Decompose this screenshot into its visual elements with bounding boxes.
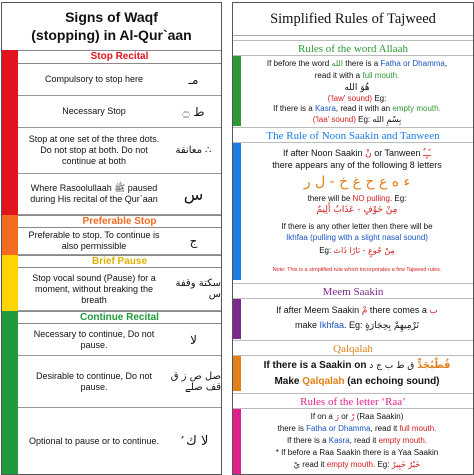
list-item: Stop vocal sound (Pause) for a moment, without breaking the breath سكتة وقفة س xyxy=(18,268,221,311)
pink-side-bar xyxy=(233,409,241,474)
waqf-symbol: مـ xyxy=(188,72,199,87)
waqf-symbol: لا ك ۢ xyxy=(178,433,209,449)
header-meem-saakin: Meem Saakin xyxy=(233,283,473,299)
header-allaah: Rules of the word Allaah xyxy=(233,40,473,56)
waqf-title: Signs of Waqf (stopping) in Al-Qur`aan xyxy=(31,9,192,43)
waqf-symbol: ط ۝ xyxy=(182,104,205,119)
tajweed-title: Simplified Rules of Tajweed xyxy=(233,3,473,36)
list-item: Optional to pause or to continue. لا ك ۢ xyxy=(18,408,221,474)
waqf-symbol: لا xyxy=(190,332,197,347)
green-side-bar xyxy=(233,56,241,126)
green-bar xyxy=(2,311,18,474)
list-item: Necessary to continue, Do not pause. لا xyxy=(18,324,221,356)
waqf-symbol: ∴ معانقة xyxy=(175,145,212,156)
yellow-bar xyxy=(2,255,18,311)
list-item: Necessary Stop ط ۝ xyxy=(18,96,221,128)
waqf-symbol: س xyxy=(183,184,204,204)
list-item: Desirable to continue, Do not pause. صل ص ز ق قف صلے xyxy=(18,356,221,408)
waqf-symbol: صل ص ز ق قف صلے xyxy=(170,370,221,393)
section-stop-recital: Stop Recital xyxy=(18,50,221,64)
header-noon-saakin: The Rule of Noon Saakin and Tanween xyxy=(233,127,473,143)
list-item: Preferable to stop. To continue is also permissible ج xyxy=(18,228,221,255)
orange-side-bar xyxy=(233,356,241,391)
list-item: Stop at one set of the three dots. Do not stop at both. Do not continue at both ∴ معانقة xyxy=(18,128,221,174)
header-raa: Rules of the letter ‘Raa’ xyxy=(233,393,473,409)
header-qalqalah: Qalqalah xyxy=(233,340,473,356)
blue-side-bar xyxy=(233,143,241,280)
orange-bar xyxy=(2,215,18,255)
section-preferable-stop: Preferable Stop xyxy=(18,215,221,228)
list-item: Where Rasoolullaah ﷺ paused during His recital of the Qur`aan س xyxy=(18,174,221,215)
section-brief-pause: Brief Pause xyxy=(18,255,221,268)
red-bar xyxy=(2,50,18,215)
waqf-symbol: سكتة وقفة س xyxy=(175,278,221,300)
purple-side-bar xyxy=(233,299,241,339)
waqf-signs-card xyxy=(1,2,222,475)
throat-letters: ء ه ع ح غ خ - ل ر xyxy=(303,174,411,190)
waqf-symbol: ج xyxy=(189,234,198,248)
list-item: Compulsory to stop here مـ xyxy=(18,64,221,96)
tajweed-rules-card: Simplified Rules of Tajweed Rules of the word Allaah If before the word الله there is a Fatha or Dhamma, read it with a full mouth. هُوَ الله ('law' sound) Eg: If there is a Kasra, read it with an empty mouth. ('laa' sound) Eg: بِسْمِ الله The Rule of Noon Saakin and Tanween If after Noon Saakin نْ or Tanween ـًـٍـٌ there appears any of the following 8 letters ء ه ع ح غ خ - ل ر there will be NO pulling. Eg: مِنْ خَوْفٍ - عَذَابٌ أَلِيمٌ If there is any other letter then there will be Ikhfaa (pulling with a slight nasal sound) Eg: مِنْ جُوعٍ - نَارًا ذَاتَ Note: This is a simplified rule which incorporates a few Tajweed rules. Meem Saakin If after Meem Saakin مْ there comes a ب make Ikhfaa. Eg: تَرْمِيهِمْ بِحِجَارَةٍ Qalqalah If there is a Saakin on ق ط ب ج د قُطْبُجَدٍّ Make Qalqalah (an echoing sound) Rules of the letter ‘Raa’ If on a رَ or رْ (Raa Saakin) there is Fatha or Dhamma, read it full mouth. If there is a Kasra, read it empty mouth. * If before a Raa Saakin there is a Yaa Saakin يْ read it empty mouth. Eg: خَيْرٌ خَبِيرٌ xyxy=(232,2,474,475)
section-continue-recital: Continue Recital xyxy=(18,311,221,324)
